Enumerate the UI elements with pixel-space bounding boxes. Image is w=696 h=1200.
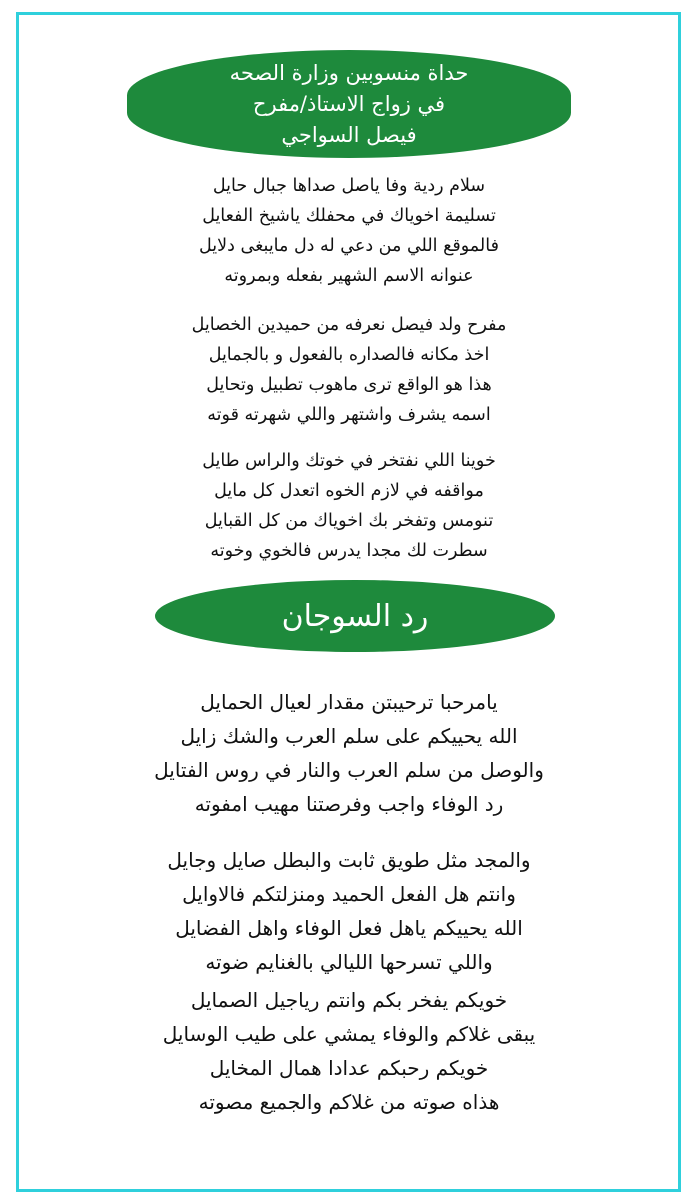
- poem-reply-stanza-1: [79, 685, 619, 821]
- verse-line: خوينا اللي نفتخر في خوتك والراس طايل: [202, 451, 496, 471]
- poem-main-stanza-3: [79, 446, 619, 566]
- verse-line: رد الوفاء واجب وفرصتنا مهيب امفوته: [194, 792, 504, 816]
- verse-line: عنوانه الاسم الشهير بفعله وبمروته: [224, 266, 474, 286]
- header-line: فيصل السواجي: [281, 122, 417, 147]
- verse-line: تنومس وتفخر بك اخوياك من كل القبايل: [204, 511, 494, 531]
- verse-line: يامرحبا ترحيبتن مقدار لعيال الحمايل: [200, 690, 498, 714]
- verse-line: خويكم يفخر بكم وانتم رياجيل الصمايل: [190, 988, 508, 1012]
- verse-line: اخذ مكانه فالصداره بالفعول و بالجمايل: [208, 345, 490, 365]
- verse-line: الله يحييكم ياهل فعل الوفاء واهل الفضايل: [175, 916, 523, 940]
- poem-main-stanza-2: [79, 310, 619, 430]
- reply-banner: [155, 580, 555, 652]
- verse-line: هذاه صوته من غلاكم والجميع مصوته: [198, 1090, 500, 1114]
- verse-line: والوصل من سلم العرب والنار في روس الفتايل: [154, 758, 544, 782]
- verse-line: الله يحييكم على سلم العرب والشك زايل: [180, 724, 518, 748]
- verse-line: مفرح ولد فيصل نعرفه من حميدين الخصايل: [191, 315, 507, 335]
- verse-line: خويكم رحبكم عدادا همال المخايل: [209, 1056, 489, 1080]
- poem-reply-stanza-3: [79, 983, 619, 1119]
- header-line: في زواج الاستاذ/مفرح: [252, 91, 446, 116]
- header-line: حداة منسوبين وزارة الصحه: [229, 60, 469, 85]
- poem-main-stanza-1: [79, 171, 619, 291]
- verse-line: تسليمة اخوياك في محفلك ياشيخ الفعايل: [202, 206, 496, 226]
- document-frame: [16, 12, 681, 1192]
- verse-line: فالموقع اللي من دعي له دل مايبغى دلايل: [199, 236, 499, 256]
- verse-line: هذا هو الواقع ترى ماهوب تطبيل وتحايل: [206, 375, 492, 395]
- verse-line: واللي تسرحها الليالي بالغنايم ضوته: [205, 950, 493, 974]
- header-banner: [127, 50, 571, 158]
- verse-line: يبقى غلاكم والوفاء يمشي على طيب الوسايل: [162, 1022, 536, 1046]
- verse-line: مواقفه في لازم الخوه اتعدل كل مايل: [214, 481, 484, 501]
- verse-line: اسمه يشرف واشتهر واللي شهرته قوته: [207, 405, 491, 425]
- verse-line: والمجد مثل طويق ثابت والبطل صايل وجايل: [167, 848, 531, 872]
- verse-line: سطرت لك مجدا يدرس فالخوي وخوته: [210, 541, 488, 561]
- verse-line: سلام ردية وفا ياصل صداها جبال حايل: [212, 176, 486, 196]
- verse-line: وانتم هل الفعل الحميد ومنزلتكم فالاوايل: [182, 882, 516, 906]
- reply-title: رد السوجان: [281, 598, 429, 634]
- poem-reply-stanza-2: [79, 843, 619, 979]
